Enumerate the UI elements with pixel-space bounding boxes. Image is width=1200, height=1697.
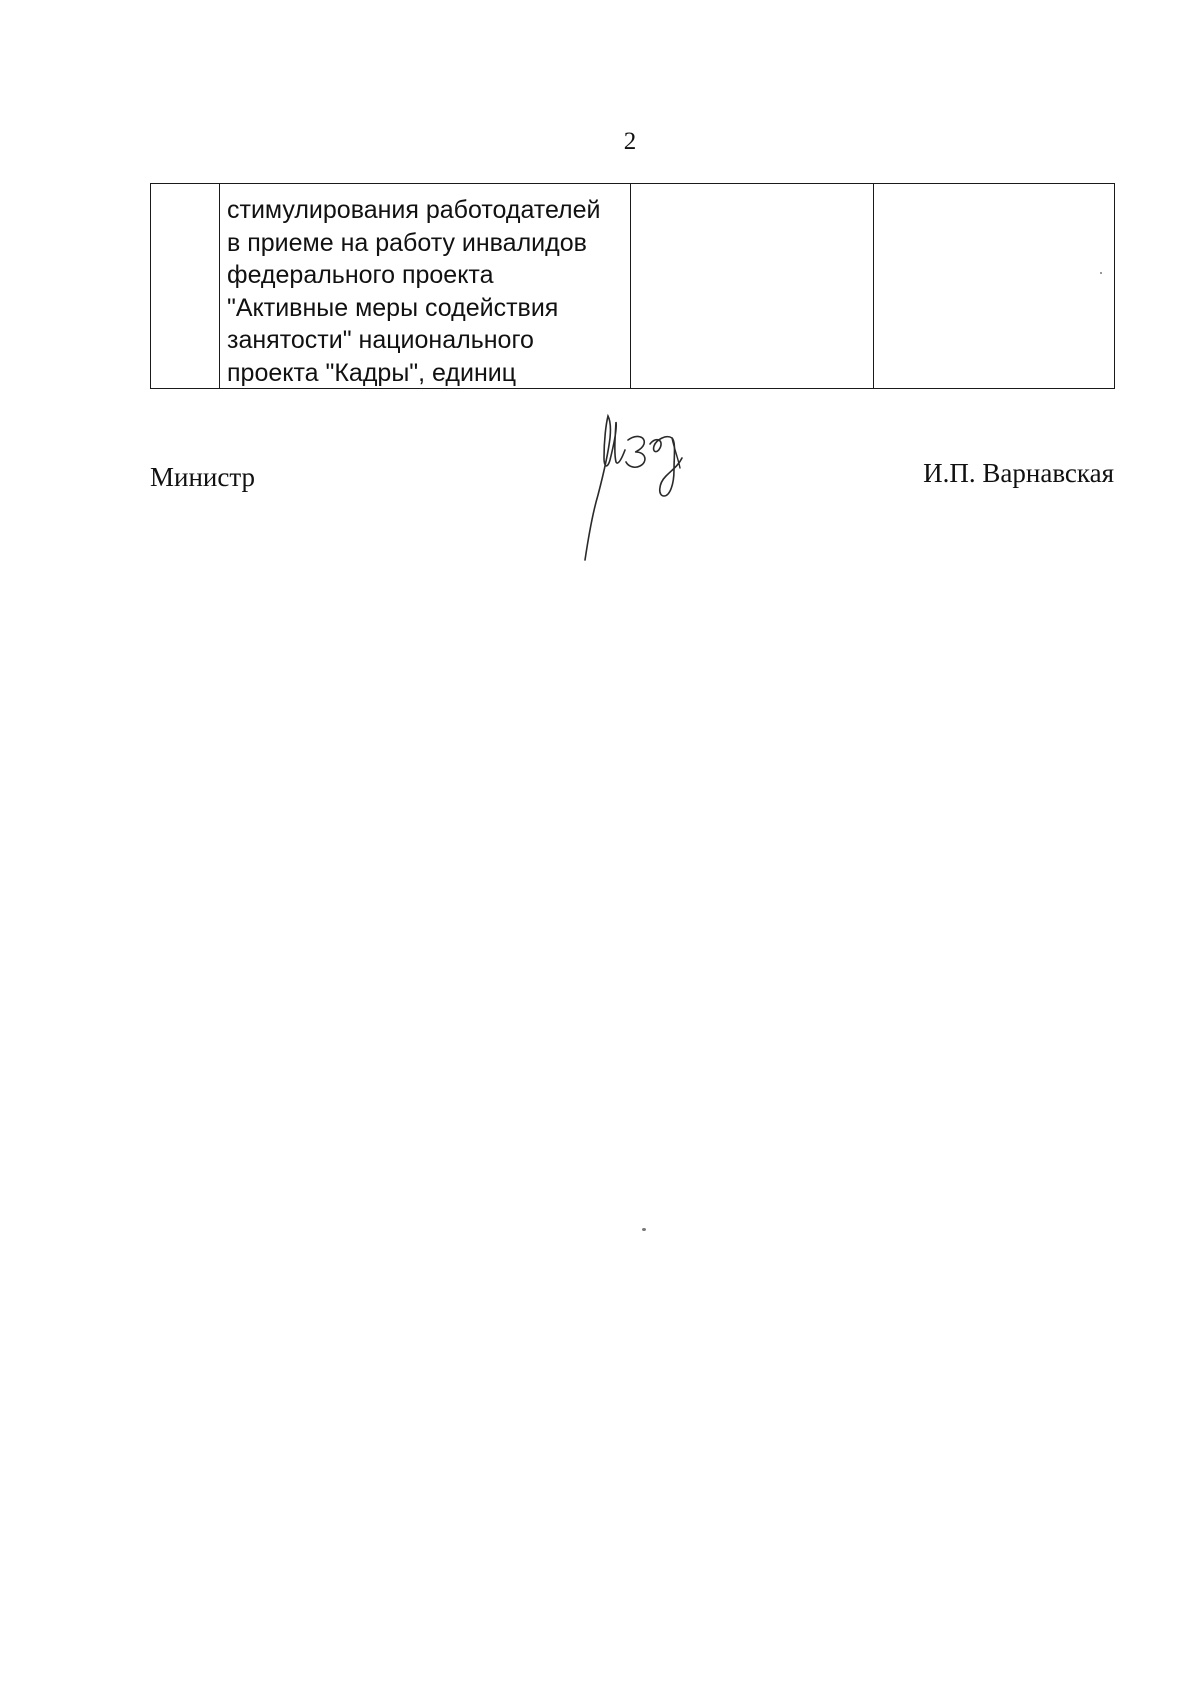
handwritten-signature-icon [570,400,740,570]
page-number: 2 [623,128,637,155]
indicator-text-line: занятости" национального [227,326,534,354]
table-cell-value-a [631,184,874,389]
indicator-text-line: "Активные меры содействия [227,293,559,322]
table-cell-indicator [220,184,631,389]
indicator-text-line: стимулирования работодателей [227,196,601,224]
table-row [151,184,1115,389]
indicator-text-line: в приеме на работу инвалидов [227,228,587,257]
scan-speck [1100,272,1102,274]
table-cell-value-b [874,184,1115,389]
scan-speck [642,1228,646,1231]
signatory-name: И.П. Варнавская [923,458,1114,488]
table-cell-number [151,184,220,389]
signatory-position: Министр [150,462,255,492]
indicator-text-line: федерального проекта [227,261,494,289]
document-table [150,183,1115,389]
indicator-text-line: проекта "Кадры", единиц [227,358,517,387]
